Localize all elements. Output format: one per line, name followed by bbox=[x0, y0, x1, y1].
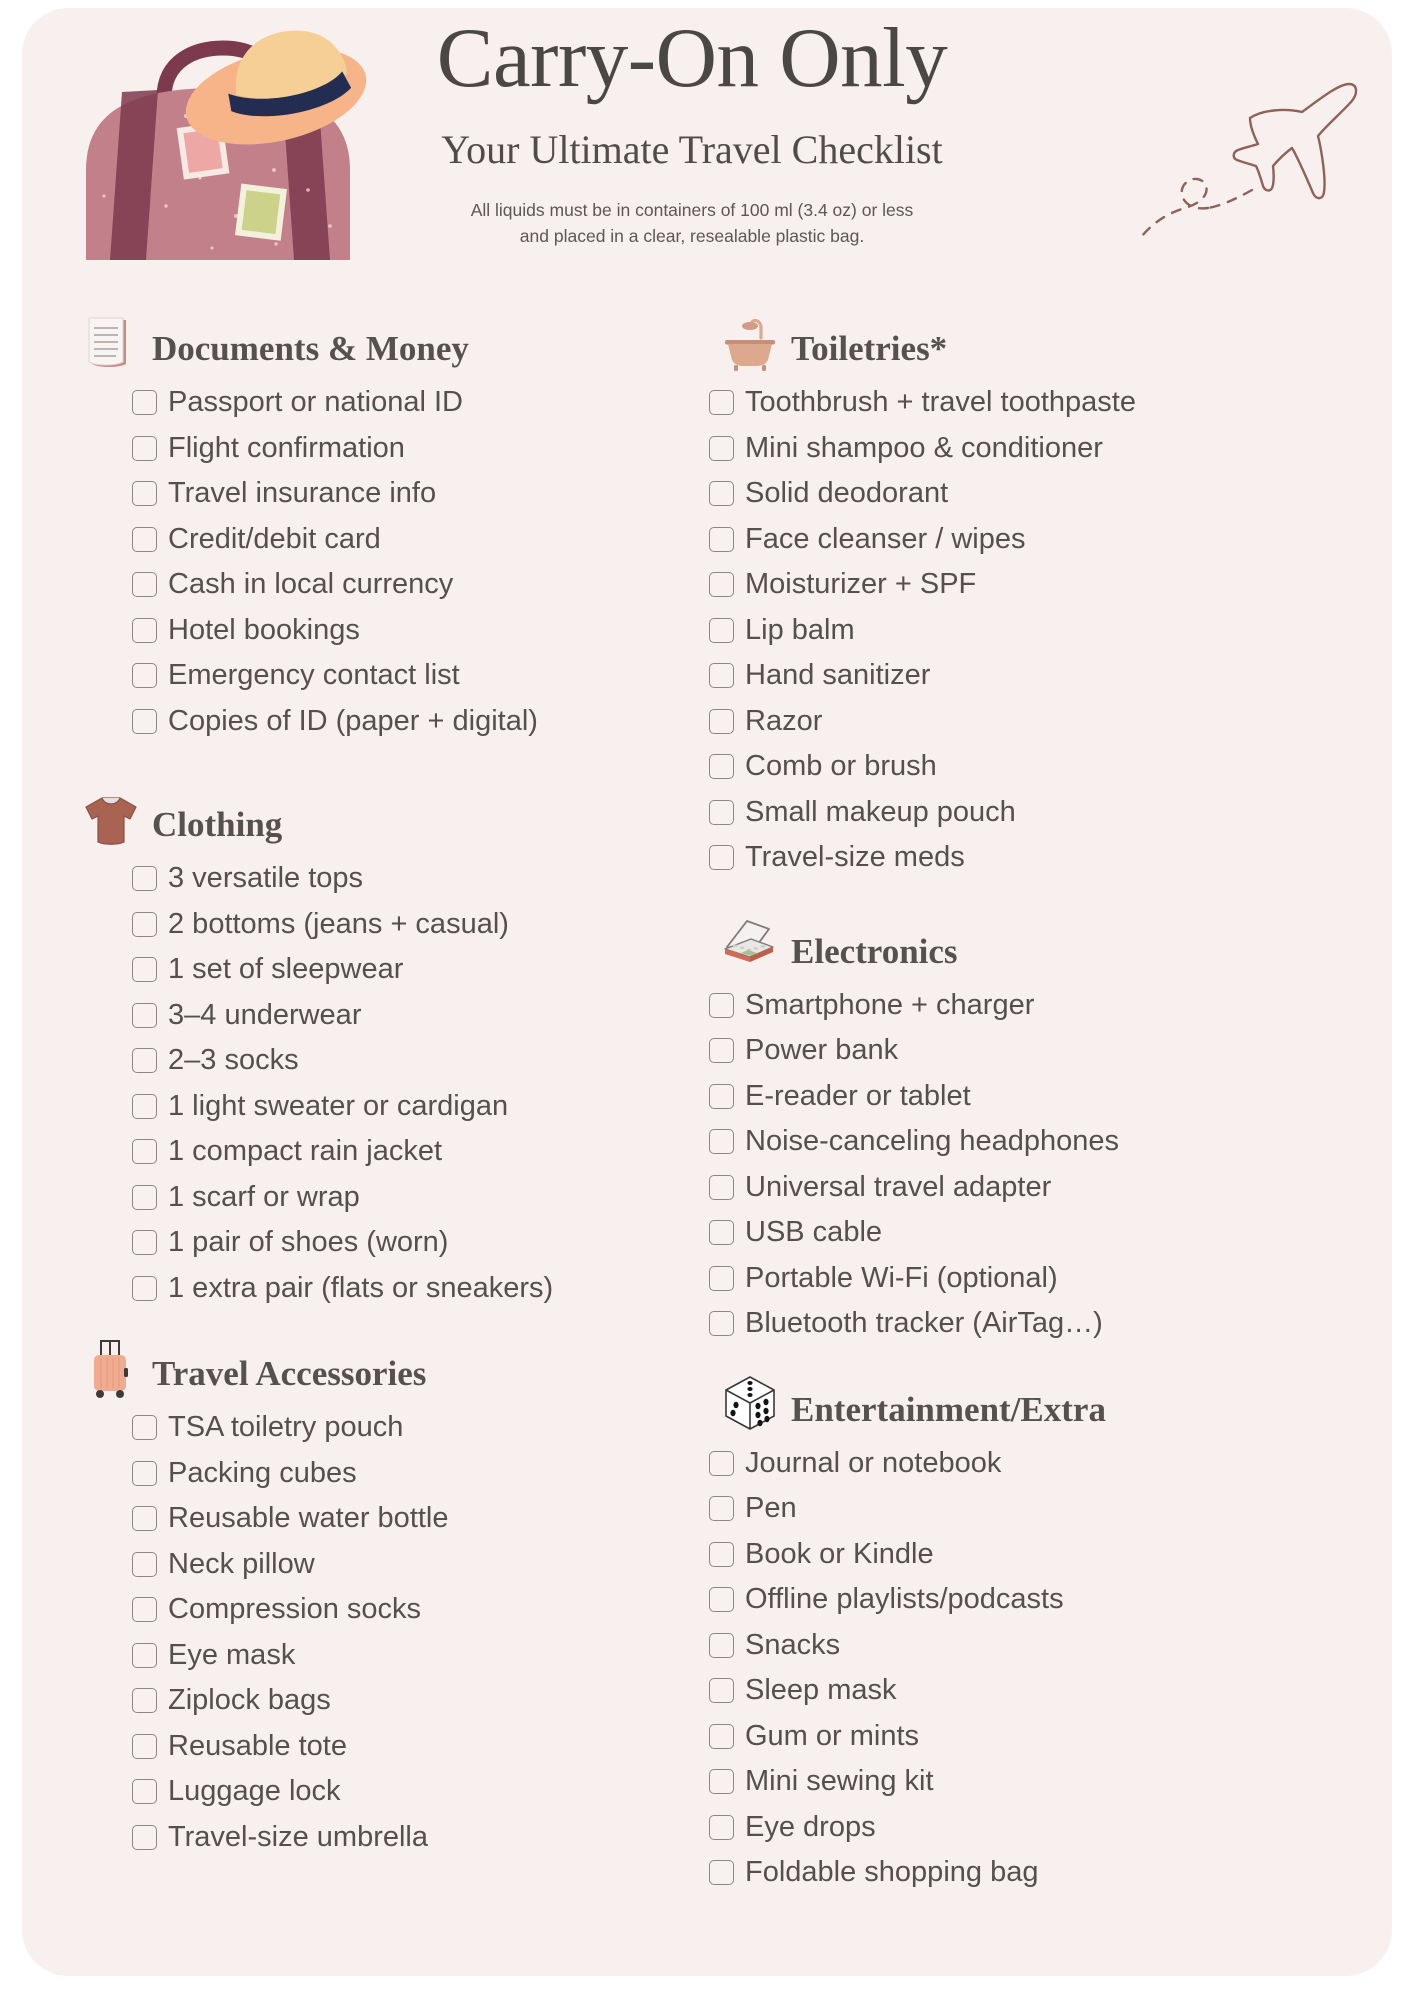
checkbox[interactable] bbox=[132, 1779, 157, 1804]
notepad-icon bbox=[78, 310, 144, 376]
item-label: TSA toiletry pouch bbox=[168, 1411, 404, 1444]
section-clothing bbox=[70, 780, 697, 1311]
checklist-item[interactable] bbox=[709, 380, 1382, 426]
checkbox[interactable] bbox=[132, 1506, 157, 1531]
checkbox[interactable] bbox=[132, 1597, 157, 1622]
checkbox[interactable] bbox=[132, 1461, 157, 1486]
item-label: Compression socks bbox=[168, 1593, 422, 1626]
section-header bbox=[70, 780, 697, 852]
checklist-items bbox=[70, 380, 697, 744]
checkbox[interactable] bbox=[132, 1048, 157, 1073]
item-label: Reusable water bottle bbox=[168, 1502, 449, 1535]
checklist-item[interactable] bbox=[132, 1815, 697, 1861]
checklist-items bbox=[70, 856, 697, 1311]
section-entertainment-extra bbox=[707, 1365, 1382, 1896]
checkbox[interactable] bbox=[709, 993, 734, 1018]
checkbox[interactable] bbox=[709, 800, 734, 825]
header-title-block bbox=[382, 11, 1002, 250]
checkbox[interactable] bbox=[709, 1311, 734, 1336]
checkbox[interactable] bbox=[709, 1220, 734, 1245]
checklist-item[interactable] bbox=[132, 1405, 697, 1451]
checkbox[interactable] bbox=[132, 663, 157, 688]
item-label: 1 pair of shoes (worn) bbox=[168, 1226, 449, 1259]
checklist-item[interactable] bbox=[132, 1587, 697, 1633]
item-label: Emergency contact list bbox=[168, 659, 460, 692]
checkbox[interactable] bbox=[132, 481, 157, 506]
checklist-items bbox=[707, 983, 1382, 1347]
checkbox[interactable] bbox=[709, 572, 734, 597]
checklist-item[interactable] bbox=[132, 1633, 697, 1679]
item-label: Universal travel adapter bbox=[745, 1170, 1052, 1203]
checkbox[interactable] bbox=[132, 957, 157, 982]
checkbox[interactable] bbox=[709, 1175, 734, 1200]
section-toiletries bbox=[707, 304, 1382, 881]
item-label: Lip balm bbox=[745, 613, 855, 646]
section-header bbox=[70, 1329, 697, 1401]
checkbox[interactable] bbox=[132, 1688, 157, 1713]
item-label: Neck pillow bbox=[168, 1547, 315, 1580]
item-label: Smartphone + charger bbox=[745, 988, 1035, 1021]
checklist-item[interactable] bbox=[709, 983, 1382, 1029]
laptop-icon bbox=[717, 913, 783, 979]
checklist-item[interactable] bbox=[709, 562, 1382, 608]
checklist-item[interactable] bbox=[709, 1119, 1382, 1165]
checklist-item[interactable] bbox=[709, 1714, 1382, 1760]
checklist-item[interactable] bbox=[132, 380, 697, 426]
item-label: Travel-size meds bbox=[745, 841, 965, 874]
checkbox[interactable] bbox=[709, 754, 734, 779]
page-header bbox=[22, 8, 1392, 308]
checklist-item[interactable] bbox=[132, 1220, 697, 1266]
section-documents-money bbox=[70, 304, 697, 744]
checkbox[interactable] bbox=[709, 1769, 734, 1794]
checkbox[interactable] bbox=[709, 1451, 734, 1476]
checkbox[interactable] bbox=[709, 1815, 734, 1840]
item-label: Comb or brush bbox=[745, 750, 937, 783]
checklist-item[interactable] bbox=[132, 562, 697, 608]
checklist-item[interactable] bbox=[132, 1769, 697, 1815]
checklist-item[interactable] bbox=[709, 1850, 1382, 1896]
item-label: Snacks bbox=[745, 1628, 841, 1661]
checklist-item[interactable] bbox=[132, 947, 697, 993]
item-label: Reusable tote bbox=[168, 1729, 347, 1762]
item-label: Solid deodorant bbox=[745, 477, 949, 510]
checkbox[interactable] bbox=[132, 1003, 157, 1028]
item-label: Face cleanser / wipes bbox=[745, 522, 1026, 555]
liquids-note-line-2: and placed in a clear, resealable plastic bag. bbox=[519, 226, 865, 247]
item-label: Travel insurance info bbox=[168, 477, 437, 510]
item-label: Noise-canceling headphones bbox=[745, 1125, 1120, 1158]
checklist-item[interactable] bbox=[709, 1210, 1382, 1256]
checkbox[interactable] bbox=[709, 1724, 734, 1749]
item-label: Razor bbox=[745, 704, 823, 737]
checkbox[interactable] bbox=[132, 1734, 157, 1759]
section-header bbox=[707, 304, 1382, 376]
checklist-item[interactable] bbox=[132, 1451, 697, 1497]
checklist-items bbox=[70, 1405, 697, 1860]
item-label: Cash in local currency bbox=[168, 568, 454, 601]
checkbox[interactable] bbox=[709, 1084, 734, 1109]
item-label: Journal or notebook bbox=[745, 1446, 1002, 1479]
airplane-illustration bbox=[1102, 40, 1387, 255]
checklist-item[interactable] bbox=[709, 1441, 1382, 1487]
dice-icon bbox=[717, 1371, 783, 1437]
checkbox[interactable] bbox=[709, 1266, 734, 1291]
checklist-item[interactable] bbox=[709, 835, 1382, 881]
checklist-item[interactable] bbox=[709, 1165, 1382, 1211]
item-label: Eye drops bbox=[745, 1810, 876, 1843]
checklist-item[interactable] bbox=[132, 471, 697, 517]
checklist-item[interactable] bbox=[709, 790, 1382, 836]
section-title: Toiletries* bbox=[791, 329, 948, 368]
item-label: Credit/debit card bbox=[168, 522, 381, 555]
checkbox[interactable] bbox=[132, 1415, 157, 1440]
section-title: Clothing bbox=[152, 805, 283, 844]
checkbox[interactable] bbox=[132, 866, 157, 891]
checklist-item[interactable] bbox=[709, 1668, 1382, 1714]
checkbox[interactable] bbox=[709, 1587, 734, 1612]
checkbox[interactable] bbox=[709, 618, 734, 643]
item-label: 1 compact rain jacket bbox=[168, 1135, 443, 1168]
checkbox[interactable] bbox=[709, 1542, 734, 1567]
checklist-item[interactable] bbox=[132, 1724, 697, 1770]
checklist-item[interactable] bbox=[709, 1759, 1382, 1805]
checklist-item[interactable] bbox=[709, 608, 1382, 654]
checklist-item[interactable] bbox=[709, 1486, 1382, 1532]
item-label: Eye mask bbox=[168, 1638, 296, 1671]
item-label: 3 versatile tops bbox=[168, 862, 364, 895]
checkbox[interactable] bbox=[709, 709, 734, 734]
item-label: Moisturizer + SPF bbox=[745, 568, 977, 601]
item-label: 3–4 underwear bbox=[168, 998, 362, 1031]
item-label: Gum or mints bbox=[745, 1719, 920, 1752]
checkbox[interactable] bbox=[132, 572, 157, 597]
rolling-suitcase-icon bbox=[78, 1335, 144, 1401]
section-header bbox=[707, 1365, 1382, 1437]
section-title: Documents & Money bbox=[152, 329, 469, 368]
checklist-item[interactable] bbox=[709, 426, 1382, 472]
checklist-items bbox=[707, 380, 1382, 881]
checklist-item[interactable] bbox=[709, 517, 1382, 563]
checklist-item[interactable] bbox=[132, 608, 697, 654]
checklist-card bbox=[22, 8, 1392, 1976]
checklist-item[interactable] bbox=[709, 1805, 1382, 1851]
checklist-items bbox=[707, 1441, 1382, 1896]
page-title: Carry-On Only bbox=[436, 11, 948, 105]
checklist-item[interactable] bbox=[709, 1623, 1382, 1669]
checkbox[interactable] bbox=[709, 1633, 734, 1658]
checklist-item[interactable] bbox=[132, 856, 697, 902]
checkbox[interactable] bbox=[709, 390, 734, 415]
checkbox[interactable] bbox=[709, 1860, 734, 1885]
section-header bbox=[707, 907, 1382, 979]
checklist-columns bbox=[22, 304, 1392, 1896]
checklist-item[interactable] bbox=[132, 1129, 697, 1175]
checkbox[interactable] bbox=[132, 1552, 157, 1577]
checklist-item[interactable] bbox=[709, 1532, 1382, 1578]
liquids-note bbox=[382, 197, 1002, 250]
section-header bbox=[70, 304, 697, 376]
checklist-item[interactable] bbox=[709, 1577, 1382, 1623]
item-label: Bluetooth tracker (AirTag…) bbox=[745, 1307, 1103, 1340]
left-column bbox=[22, 304, 707, 1896]
item-label: Pen bbox=[745, 1492, 797, 1525]
item-label: 1 scarf or wrap bbox=[168, 1180, 360, 1213]
checkbox[interactable] bbox=[709, 481, 734, 506]
section-title: Electronics bbox=[791, 931, 958, 971]
checklist-item[interactable] bbox=[132, 1542, 697, 1588]
checkbox[interactable] bbox=[709, 527, 734, 552]
spacer bbox=[707, 1347, 1382, 1365]
section-title: Travel Accessories bbox=[152, 1354, 427, 1393]
checklist-item[interactable] bbox=[709, 471, 1382, 517]
checklist-item[interactable] bbox=[132, 1678, 697, 1724]
item-label: E-reader or tablet bbox=[745, 1079, 971, 1112]
section-electronics bbox=[707, 907, 1382, 1347]
checklist-item[interactable] bbox=[709, 1074, 1382, 1120]
checkbox[interactable] bbox=[132, 1643, 157, 1668]
page-subtitle: Your Ultimate Travel Checklist bbox=[441, 127, 943, 172]
item-label: 1 light sweater or cardigan bbox=[168, 1089, 509, 1122]
checkbox[interactable] bbox=[132, 618, 157, 643]
checkbox[interactable] bbox=[132, 390, 157, 415]
item-label: 2 bottoms (jeans + casual) bbox=[168, 907, 509, 940]
item-label: 1 extra pair (flats or sneakers) bbox=[168, 1271, 554, 1304]
checklist-item[interactable] bbox=[132, 426, 697, 472]
item-label: Mini shampoo & conditioner bbox=[745, 431, 1103, 464]
item-label: 2–3 socks bbox=[168, 1044, 299, 1077]
item-label: Hand sanitizer bbox=[745, 659, 931, 692]
checklist-item[interactable] bbox=[132, 1084, 697, 1130]
checklist-item[interactable] bbox=[132, 902, 697, 948]
checklist-item[interactable] bbox=[132, 1038, 697, 1084]
checkbox[interactable] bbox=[709, 663, 734, 688]
checkbox[interactable] bbox=[132, 912, 157, 937]
checklist-item[interactable] bbox=[132, 699, 697, 745]
item-label: Power bank bbox=[745, 1034, 899, 1067]
checklist-item[interactable] bbox=[132, 517, 697, 563]
checkbox[interactable] bbox=[709, 1496, 734, 1521]
checkbox[interactable] bbox=[132, 1139, 157, 1164]
bathtub-icon bbox=[717, 310, 783, 376]
checklist-item[interactable] bbox=[132, 1266, 697, 1312]
liquids-note-line-1: All liquids must be in containers of 100 ml (3.4 oz) or less bbox=[470, 200, 914, 220]
checkbox[interactable] bbox=[709, 1038, 734, 1063]
item-label: Hotel bookings bbox=[168, 613, 360, 646]
checkbox[interactable] bbox=[132, 1230, 157, 1255]
checkbox[interactable] bbox=[132, 436, 157, 461]
item-label: Ziplock bags bbox=[168, 1684, 331, 1717]
checkbox[interactable] bbox=[709, 1678, 734, 1703]
item-label: Small makeup pouch bbox=[745, 795, 1016, 828]
checkbox[interactable] bbox=[709, 845, 734, 870]
spacer bbox=[70, 744, 697, 780]
item-label: 1 set of sleepwear bbox=[168, 953, 404, 986]
checklist-item[interactable] bbox=[709, 699, 1382, 745]
checkbox[interactable] bbox=[709, 436, 734, 461]
checkbox[interactable] bbox=[132, 1185, 157, 1210]
item-label: Travel-size umbrella bbox=[168, 1820, 428, 1853]
checklist-item[interactable] bbox=[132, 1175, 697, 1221]
item-label: Book or Kindle bbox=[745, 1537, 934, 1570]
spacer bbox=[707, 881, 1382, 907]
right-column bbox=[707, 304, 1392, 1896]
item-label: Copies of ID (paper + digital) bbox=[168, 704, 538, 737]
item-label: Sleep mask bbox=[745, 1674, 897, 1707]
checklist-item[interactable] bbox=[132, 1496, 697, 1542]
item-label: Offline playlists/podcasts bbox=[745, 1583, 1064, 1616]
checklist-item[interactable] bbox=[132, 993, 697, 1039]
section-title: Entertainment/Extra bbox=[791, 1389, 1106, 1429]
suitcase-hat-illustration bbox=[68, 20, 368, 270]
item-label: Flight confirmation bbox=[168, 431, 405, 464]
checkbox[interactable] bbox=[132, 1825, 157, 1850]
checklist-item[interactable] bbox=[709, 1028, 1382, 1074]
item-label: Luggage lock bbox=[168, 1775, 341, 1808]
checklist-item[interactable] bbox=[709, 653, 1382, 699]
checkbox[interactable] bbox=[132, 709, 157, 734]
checkbox[interactable] bbox=[709, 1129, 734, 1154]
checkbox[interactable] bbox=[132, 527, 157, 552]
checklist-item[interactable] bbox=[132, 653, 697, 699]
item-label: Packing cubes bbox=[168, 1456, 357, 1489]
tshirt-icon bbox=[78, 786, 144, 852]
spacer bbox=[70, 1311, 697, 1329]
checklist-item[interactable] bbox=[709, 744, 1382, 790]
checkbox[interactable] bbox=[132, 1276, 157, 1301]
checklist-item[interactable] bbox=[709, 1301, 1382, 1347]
item-label: Passport or national ID bbox=[168, 386, 463, 419]
checkbox[interactable] bbox=[132, 1094, 157, 1119]
checklist-item[interactable] bbox=[709, 1256, 1382, 1302]
section-travel-accessories bbox=[70, 1329, 697, 1860]
item-label: Foldable shopping bag bbox=[745, 1856, 1039, 1889]
item-label: Mini sewing kit bbox=[745, 1765, 934, 1798]
item-label: Portable Wi-Fi (optional) bbox=[745, 1261, 1058, 1294]
item-label: USB cable bbox=[745, 1216, 883, 1249]
item-label: Toothbrush + travel toothpaste bbox=[745, 386, 1136, 419]
